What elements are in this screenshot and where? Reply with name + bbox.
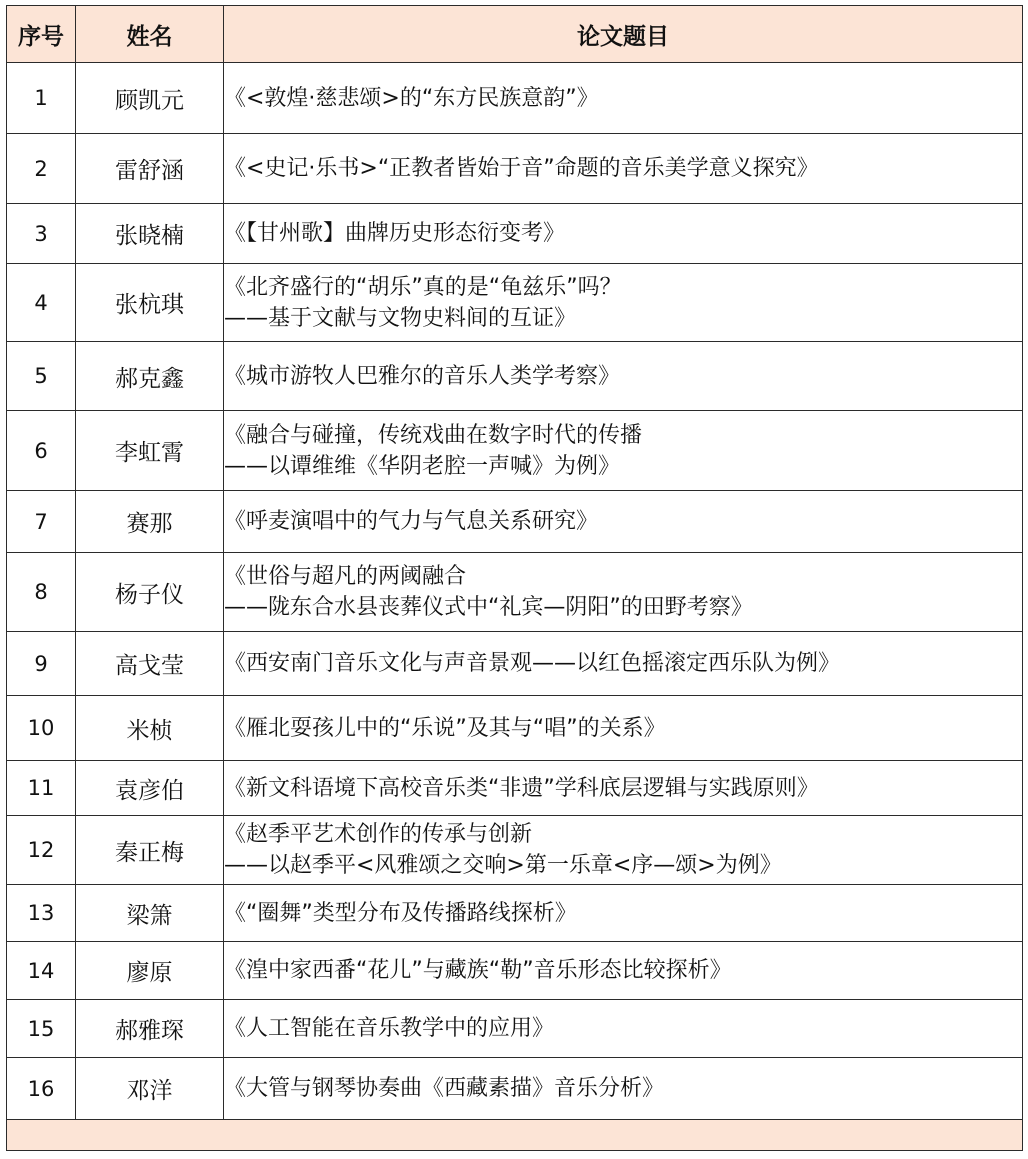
- table-footer-cell: [7, 1120, 1023, 1151]
- row-paper-title: [224, 761, 1023, 816]
- row-author-name: 杨子仪: [76, 553, 224, 632]
- row-author-name: 袁彦伯: [76, 761, 224, 816]
- row-author-name: 雷舒涵: [76, 134, 224, 204]
- paper-title-line: ——以赵季平<风雅颂之交响>第一乐章<序—颂>为例》: [224, 853, 782, 878]
- table-row: [7, 264, 1023, 342]
- row-paper-title: [224, 264, 1023, 342]
- table-row: [7, 411, 1023, 491]
- table-row: [7, 1058, 1023, 1120]
- header-row: [7, 6, 1023, 63]
- table-row: [7, 885, 1023, 942]
- row-author-name: 赛那: [76, 491, 224, 553]
- paper-title-line: 《赵季平艺术创作的传承与创新: [224, 822, 533, 847]
- paper-title-line: 《<史记·乐书>“正教者皆始于音”命题的音乐美学意义探究》: [224, 156, 819, 181]
- row-index: 16: [7, 1058, 76, 1120]
- row-author-name: 米桢: [76, 696, 224, 761]
- row-index: 6: [7, 411, 76, 491]
- paper-title-line: 《【甘州歌】曲牌历史形态衍变考》: [224, 221, 566, 246]
- paper-title-line: 《世俗与超凡的两阈融合: [224, 564, 467, 589]
- row-index: 10: [7, 696, 76, 761]
- row-author-name: 梁箫: [76, 885, 224, 942]
- row-paper-title: [224, 553, 1023, 632]
- row-author-name: 顾凯元: [76, 63, 224, 134]
- table-row: [7, 491, 1023, 553]
- paper-title-line: 《“圈舞”类型分布及传播路线探析》: [224, 900, 577, 926]
- paper-title-line: ——陇东合水县丧葬仪式中“礼宾—阴阳”的田野考察》: [224, 595, 753, 620]
- paper-title-line: ——以谭维维《华阴老腔一声喊》为例》: [224, 453, 621, 479]
- header-title: 论文题目: [224, 6, 1023, 63]
- paper-title-line: 《人工智能在音乐教学中的应用》: [224, 1016, 555, 1041]
- table-row: [7, 204, 1023, 264]
- row-paper-title: [224, 204, 1023, 264]
- row-author-name: 张杭琪: [76, 264, 224, 342]
- row-author-name: 张晓楠: [76, 204, 224, 264]
- row-author-name: 高戈莹: [76, 632, 224, 696]
- row-index: 7: [7, 491, 76, 553]
- row-paper-title: [224, 342, 1023, 411]
- row-author-name: 邓洋: [76, 1058, 224, 1120]
- paper-title-line: 《融合与碰撞，传统戏曲在数字时代的传播: [224, 422, 643, 448]
- row-paper-title: [224, 491, 1023, 553]
- table-row: [7, 553, 1023, 632]
- row-index: 15: [7, 1000, 76, 1058]
- row-author-name: 李虹霄: [76, 411, 224, 491]
- paper-title-line: 《西安南门音乐文化与声音景观——以红色摇滚定西乐队为例》: [224, 651, 841, 676]
- header-name: 姓名: [76, 6, 224, 63]
- row-author-name: 廖原: [76, 942, 224, 1000]
- row-paper-title: [224, 885, 1023, 942]
- paper-title-line: 《雁北耍孩儿中的“乐说”及其与“唱”的关系》: [224, 715, 666, 741]
- paper-title-line: 《呼麦演唱中的气力与气息关系研究》: [224, 509, 599, 534]
- table-row: [7, 1000, 1023, 1058]
- row-index: 13: [7, 885, 76, 942]
- row-paper-title: [224, 816, 1023, 885]
- table-row: [7, 761, 1023, 816]
- row-paper-title: [224, 134, 1023, 204]
- paper-title-line: 《城市游牧人巴雅尔的音乐人类学考察》: [224, 363, 621, 389]
- row-paper-title: [224, 63, 1023, 134]
- row-paper-title: [224, 942, 1023, 1000]
- papers-table: [6, 5, 1023, 1151]
- table-row: [7, 696, 1023, 761]
- row-index: 1: [7, 63, 76, 134]
- row-index: 4: [7, 264, 76, 342]
- paper-title-line: 《新文科语境下高校音乐类“非遗”学科底层逻辑与实践原则》: [224, 775, 819, 801]
- row-index: 3: [7, 204, 76, 264]
- table-row: [7, 342, 1023, 411]
- row-author-name: 秦正梅: [76, 816, 224, 885]
- table-row: [7, 816, 1023, 885]
- row-index: 8: [7, 553, 76, 632]
- table-row: [7, 632, 1023, 696]
- table-row: [7, 63, 1023, 134]
- table-row: [7, 134, 1023, 204]
- table-body: [7, 63, 1023, 1151]
- row-paper-title: [224, 696, 1023, 761]
- paper-title-line: 《大管与钢琴协奏曲《西藏素描》音乐分析》: [224, 1076, 665, 1101]
- table-footer-row: [7, 1120, 1023, 1151]
- row-paper-title: [224, 1000, 1023, 1058]
- row-paper-title: [224, 411, 1023, 491]
- header-index: 序号: [7, 6, 76, 63]
- paper-title-line: 《北齐盛行的“胡乐”真的是“龟兹乐”吗？: [224, 274, 622, 300]
- paper-title-line: 《湟中家西番“花儿”与藏族“勒”音乐形态比较探析》: [224, 958, 732, 983]
- row-index: 11: [7, 761, 76, 816]
- row-paper-title: [224, 632, 1023, 696]
- row-index: 9: [7, 632, 76, 696]
- row-author-name: 郝克鑫: [76, 342, 224, 411]
- row-index: 14: [7, 942, 76, 1000]
- table-row: [7, 942, 1023, 1000]
- row-author-name: 郝雅琛: [76, 1000, 224, 1058]
- paper-title-line: 《<敦煌·慈悲颂>的“东方民族意韵”》: [224, 85, 599, 111]
- paper-title-line: ——基于文献与文物史料间的互证》: [224, 305, 577, 331]
- row-index: 12: [7, 816, 76, 885]
- row-paper-title: [224, 1058, 1023, 1120]
- row-index: 2: [7, 134, 76, 204]
- row-index: 5: [7, 342, 76, 411]
